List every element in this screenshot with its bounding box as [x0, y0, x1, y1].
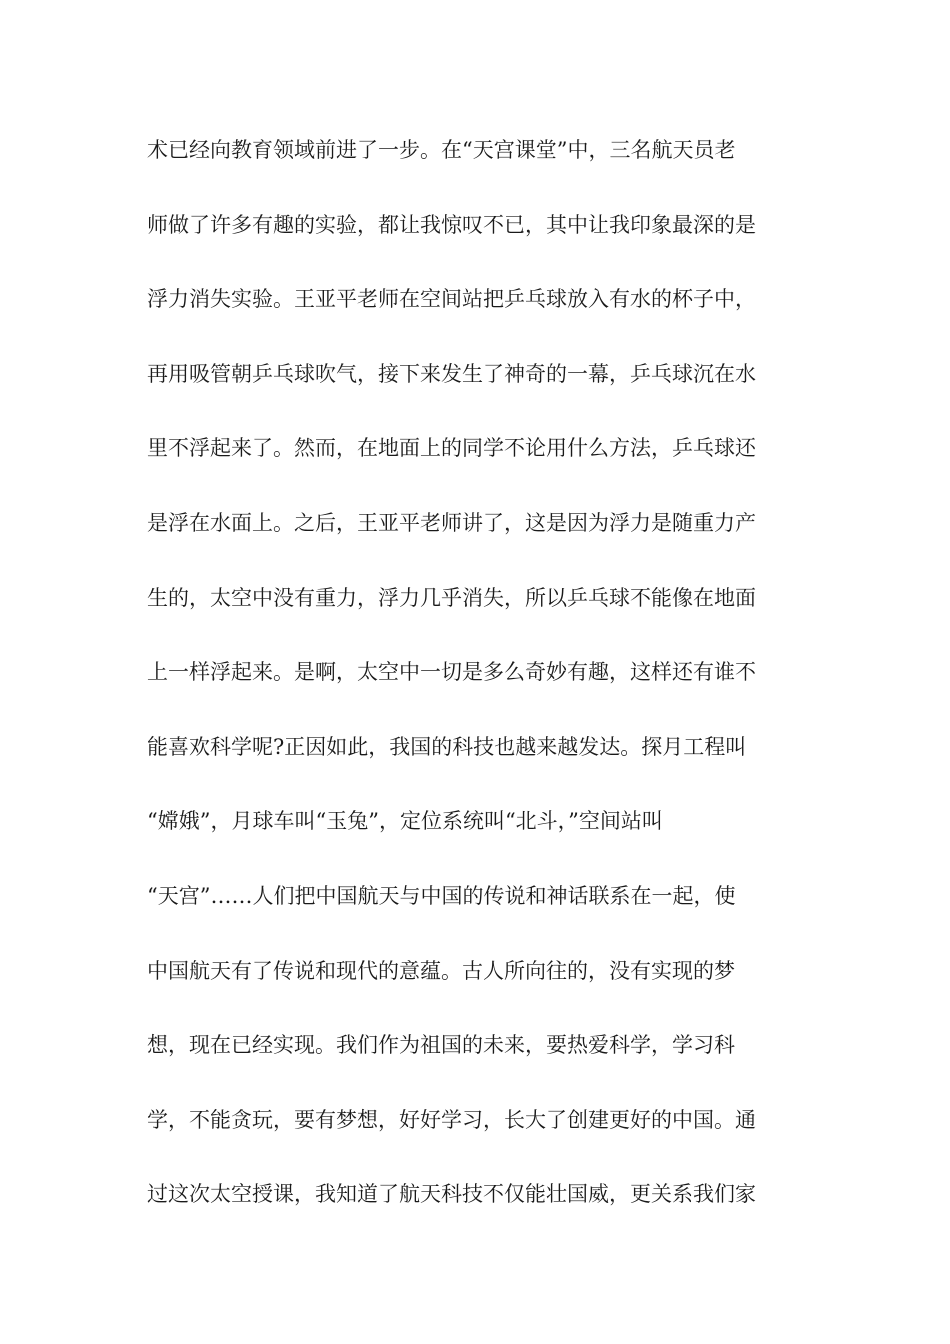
text-line: “嫦娥”，月球车叫“玉兔”，定位系统叫“北斗，”空间站叫 [147, 809, 663, 834]
text-line: 过这次太空授课，我知道了航天科技不仅能壮国威，更关系我们家 [147, 1182, 756, 1207]
text-line: 里不浮起来了。然而，在地面上的同学不论用什么方法，乒乓球还 [147, 436, 756, 461]
essay-body [147, 130, 807, 1249]
text-line: 浮力消失实验。王亚平老师在空间站把乒乓球放入有水的杯子中， [147, 287, 756, 312]
text-line: 中国航天有了传说和现代的意蕴。古人所向往的，没有实现的梦 [147, 958, 735, 983]
text-line: 师做了许多有趣的实验，都让我惊叹不已，其中让我印象最深的是 [147, 212, 756, 237]
text-line: 上一样浮起来。是啊，太空中一切是多么奇妙有趣，这样还有谁不 [147, 660, 756, 685]
text-line: 再用吸管朝乒乓球吹气，接下来发生了神奇的一幕，乒乓球沉在水 [147, 361, 756, 386]
text-line: 是浮在水面上。之后，王亚平老师讲了，这是因为浮力是随重力产 [147, 510, 756, 535]
text-line: 想，现在已经实现。我们作为祖国的未来，要热爱科学，学习科 [147, 1033, 735, 1058]
text-line: “天宫”……人们把中国航天与中国的传说和神话联系在一起，使 [147, 883, 736, 908]
text-line: 生的，太空中没有重力，浮力几乎消失，所以乒乓球不能像在地面 [147, 585, 756, 610]
text-line: 学，不能贪玩，要有梦想，好好学习，长大了创建更好的中国。通 [147, 1107, 756, 1132]
text-line: 术已经向教育领域前进了一步。在“天宫课堂”中，三名航天员老 [147, 138, 736, 162]
text-line: 能喜欢科学呢?正因如此，我国的科技也越来越发达。探月工程叫 [147, 734, 747, 759]
